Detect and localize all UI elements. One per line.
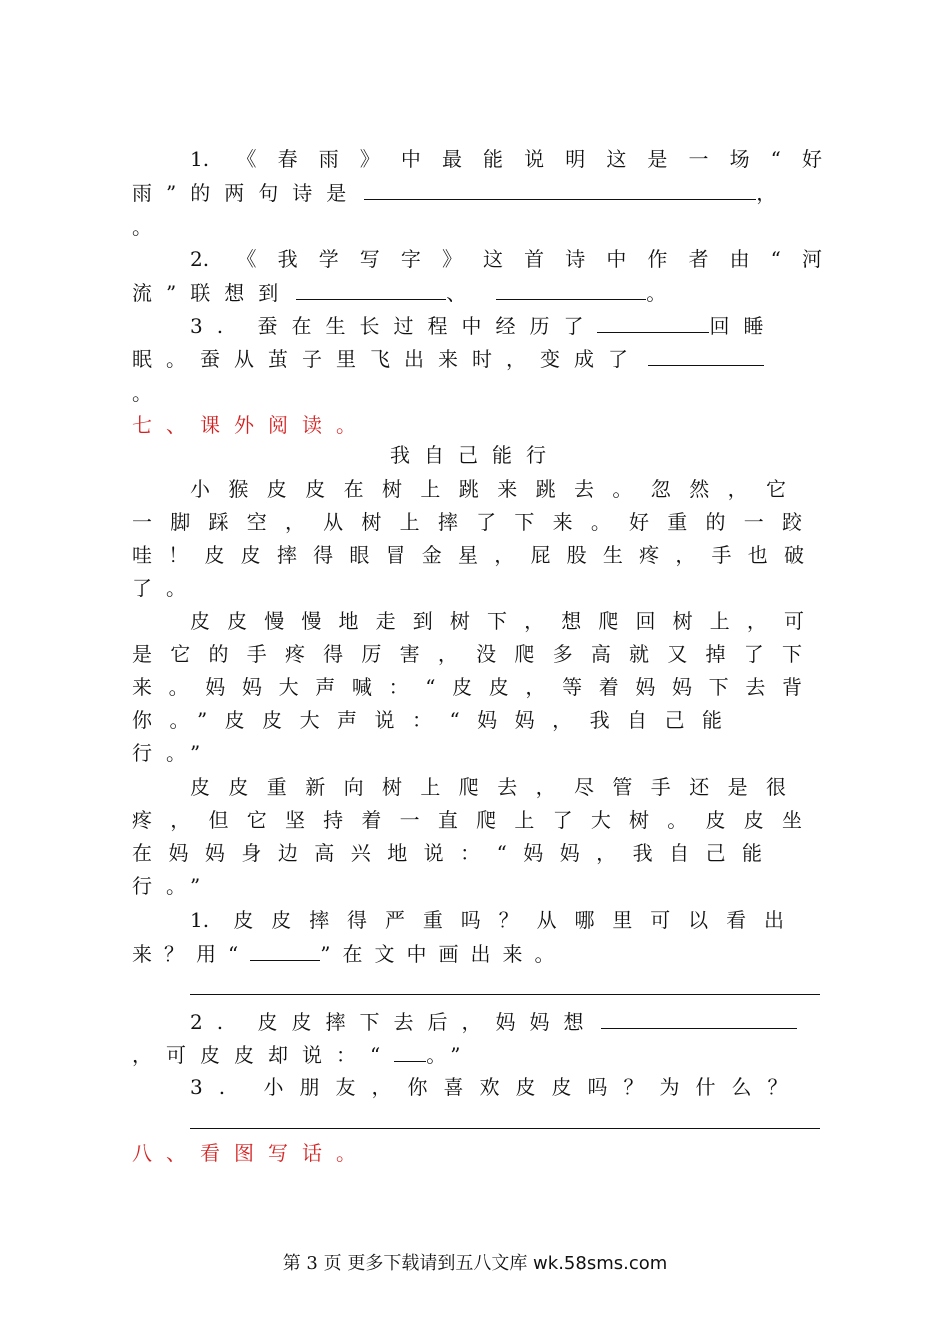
answer-blank[interactable] <box>296 275 446 300</box>
q7-1-line2: 来？用“ ”在文中画出来。 <box>132 936 822 970</box>
passage-title: 我自己能行 <box>390 443 560 467</box>
q6-3-end: 。 <box>132 381 162 405</box>
q7-3-line1: 3. 小朋友，你喜欢皮皮吗？为什么？ <box>190 1075 804 1099</box>
answer-blank[interactable] <box>597 308 709 333</box>
answer-blank[interactable] <box>394 1037 426 1062</box>
footer-site-link[interactable]: wk.58sms.com <box>533 1253 668 1274</box>
q6-1-line1: 1. 《春雨》中最能说明这是一场“好 <box>190 147 822 171</box>
answer-line[interactable] <box>190 994 820 995</box>
answer-blank[interactable] <box>364 175 756 200</box>
answer-blank[interactable] <box>648 341 764 366</box>
q7-2-line2: ，可皮皮却说：“ 。” <box>132 1037 822 1071</box>
passage-line: 了。 <box>132 576 200 600</box>
answer-blank[interactable] <box>496 275 646 300</box>
passage-line: 一脚踩空，从树上摔了下来。好重的一跤 <box>132 510 802 534</box>
section-7-heading: 七、课外阅读。 <box>132 413 370 437</box>
passage-line: 行。” <box>132 741 215 765</box>
answer-blank[interactable] <box>250 936 320 961</box>
passage-line: 在妈妈身边高兴地说：“妈妈，我自己能 <box>132 841 762 865</box>
passage-line: 你。”皮皮大声说：“妈妈，我自己能 <box>132 708 722 732</box>
passage-line: 哇！皮皮摔得眼冒金星，屁股生疼，手也破 <box>132 543 804 567</box>
q6-3-line2: 眠。蚕从茧子里飞出来时，变成了 <box>132 341 822 375</box>
q6-2-line2: 流”联想到 、 。 <box>132 275 822 309</box>
q6-2-line1: 2. 《我学写字》这首诗中作者由“河 <box>190 247 822 271</box>
passage-line: 来。妈妈大声喊：“皮皮，等着妈妈下去背 <box>132 675 802 699</box>
passage-line: 行。” <box>132 874 215 898</box>
section-8-heading: 八、看图写话。 <box>132 1141 370 1165</box>
q7-2-line1: 2. 皮皮摔下去后，妈妈想 <box>190 1004 822 1038</box>
answer-line[interactable] <box>190 1128 820 1129</box>
passage-line: 疼，但它坚持着一直爬上了大树。皮皮坐 <box>132 808 802 832</box>
passage-line: 皮皮慢慢地走到树下，想爬回树上，可 <box>190 609 804 633</box>
q6-1-line2: 雨”的两句诗是 ， <box>132 175 822 209</box>
q6-1-end: 。 <box>132 215 162 239</box>
passage-line: 小猴皮皮在树上跳来跳去。忽然，它 <box>190 477 786 501</box>
passage-line: 是它的手疼得厉害，没爬多高就又掉了下 <box>132 642 802 666</box>
q7-1-line1: 1. 皮皮摔得严重吗？从哪里可以看出 <box>190 908 784 932</box>
passage-line: 皮皮重新向树上爬去，尽管手还是很 <box>190 775 786 799</box>
answer-blank[interactable] <box>601 1004 797 1029</box>
page-footer: 第 3 页 更多下载请到五八文库 wk.58sms.com <box>282 1253 668 1274</box>
q6-3-line1: 3. 蚕在生长过程中经历了 回睡 <box>190 308 822 342</box>
